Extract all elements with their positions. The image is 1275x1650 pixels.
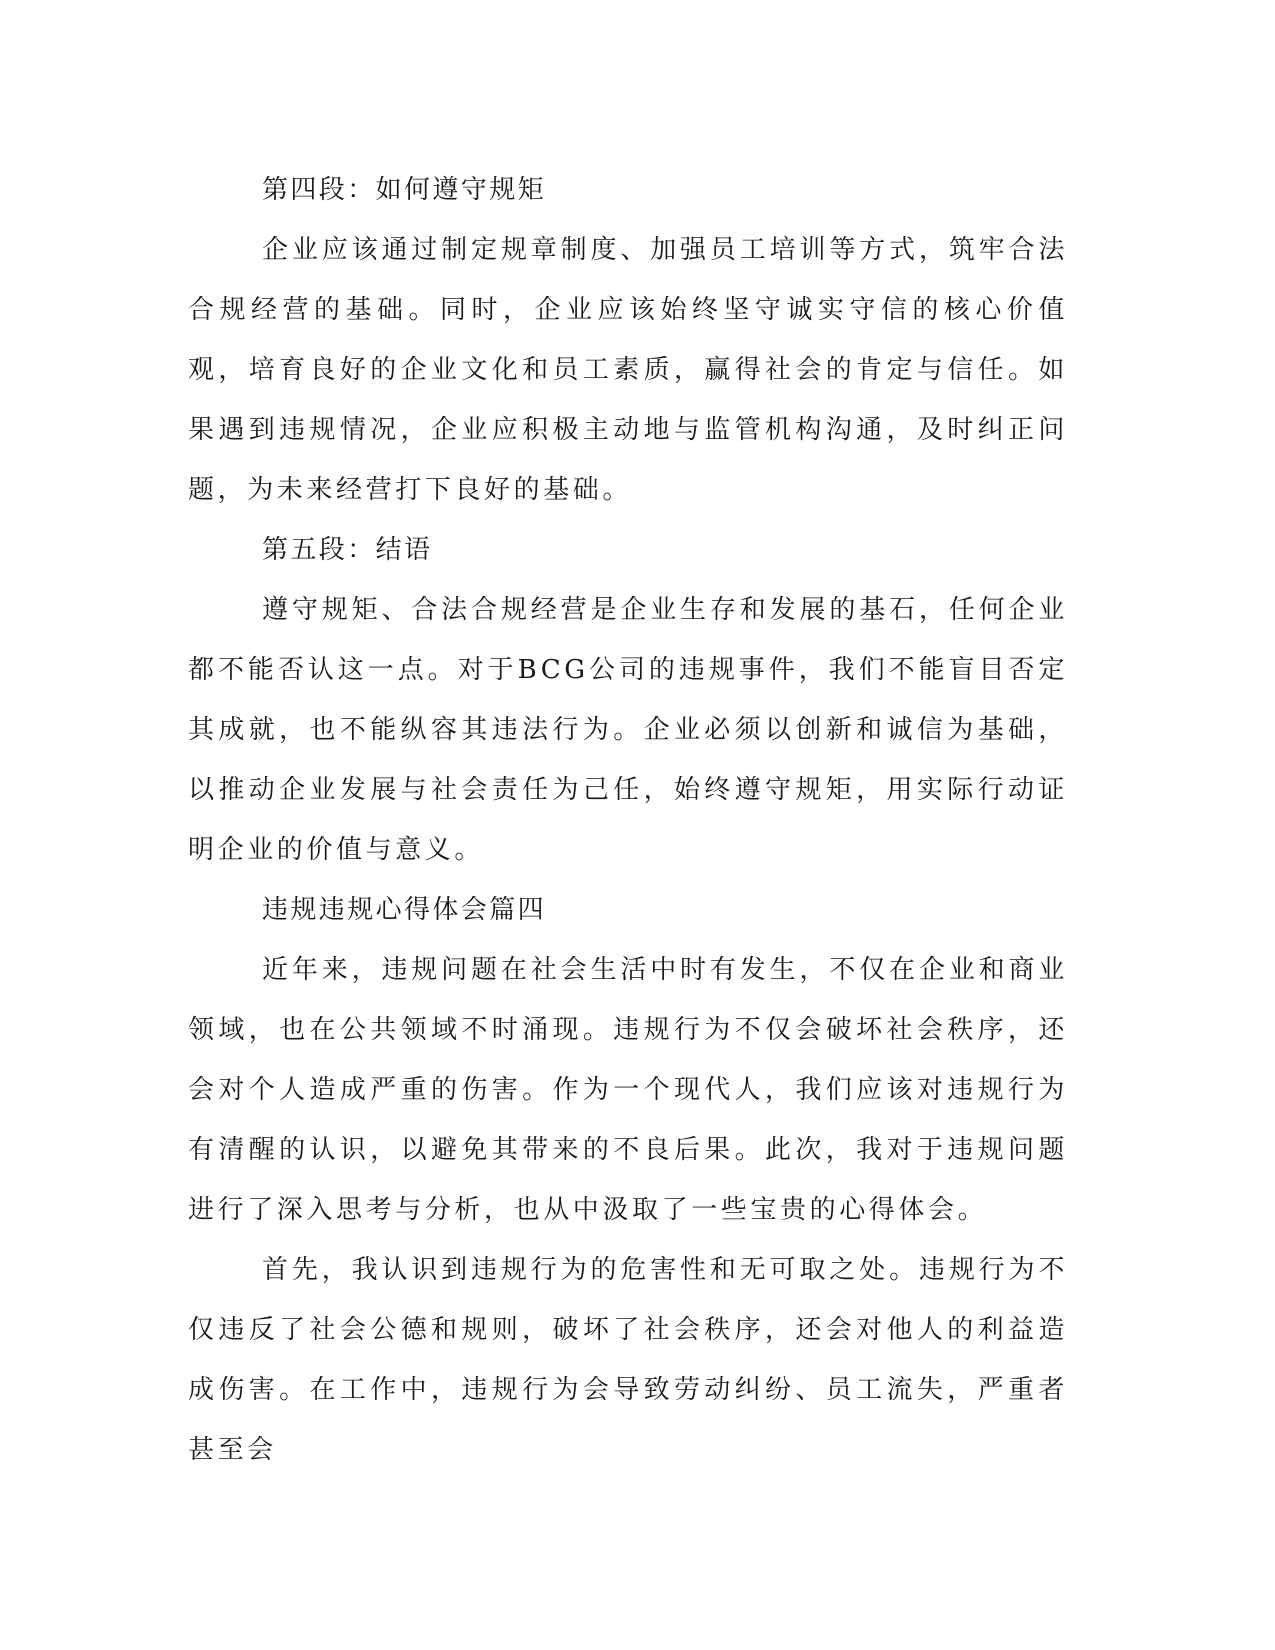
paragraph-conclusion: 遵守规矩、合法合规经营是企业生存和发展的基石，任何企业都不能否认这一点。对于BCG公司的违规事件，我们不能盲目否定其成就，也不能纵容其违法行为。企业必须以创新和诚信为基础，以推动企业发展与社会责任为己任，始终遵守规矩，用实际行动证明企业的价值与意义。	[188, 595, 1068, 865]
paragraph-first-point: 首先，我认识到违规行为的危害性和无可取之处。违规行为不仅违反了社会公德和规则，破坏了社会秩序，还会对他人的利益造成伤害。在工作中，违规行为会导致劳动纠纷、员工流失，严重者甚至会	[188, 1255, 1068, 1465]
article-heading-part-4: 违规违规心得体会篇四	[262, 895, 547, 925]
section-heading-4: 第四段：如何遵守规矩	[262, 175, 547, 205]
document-body	[188, 160, 1068, 1480]
paragraph-compliance-measures: 企业应该通过制定规章制度、加强员工培训等方式，筑牢合法合规经营的基础。同时，企业应该始终坚守诚实守信的核心价值观，培育良好的企业文化和员工素质，赢得社会的肯定与信任。如果遇到违规情况，企业应积极主动地与监管机构沟通，及时纠正问题，为未来经营打下良好的基础。	[188, 235, 1068, 505]
paragraph-introduction: 近年来，违规问题在社会生活中时有发生，不仅在企业和商业领域，也在公共领域不时涌现。违规行为不仅会破坏社会秩序，还会对个人造成严重的伤害。作为一个现代人，我们应该对违规行为有清醒的认识，以避免其带来的不良后果。此次，我对于违规问题进行了深入思考与分析，也从中汲取了一些宝贵的心得体会。	[188, 955, 1068, 1225]
section-heading-5: 第五段：结语	[262, 535, 433, 565]
